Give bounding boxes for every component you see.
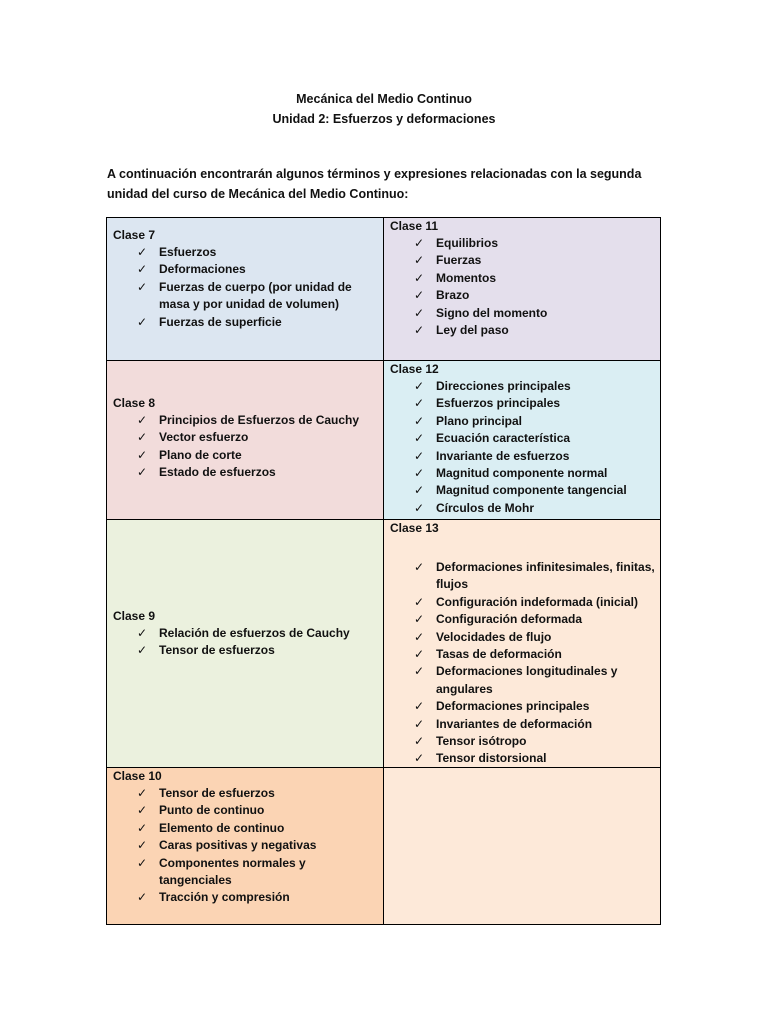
term-list (113, 244, 379, 331)
term-item: ✓ Tracción y compresión (113, 889, 379, 906)
term-item: ✓ Ley del paso (390, 322, 656, 339)
term-list (113, 625, 379, 660)
term-item: ✓ Deformaciones (113, 261, 379, 278)
cell-empty (384, 768, 660, 924)
document-subtitle: Unidad 2: Esfuerzos y deformaciones (272, 112, 496, 126)
document-title: Mecánica del Medio Continuo (296, 92, 472, 106)
term-list (390, 559, 656, 768)
term-item: ✓ Configuración indeformada (inicial) (390, 594, 656, 611)
cell-clase-9 (107, 520, 384, 768)
term-item: ✓ Fuerzas de superficie (113, 314, 379, 331)
term-item: ✓ Estado de esfuerzos (113, 464, 379, 481)
term-list (113, 412, 379, 482)
term-item: ✓ Magnitud componente tangencial (390, 482, 656, 499)
term-item: ✓ Brazo (390, 287, 656, 304)
term-item: ✓ Signo del momento (390, 305, 656, 322)
term-item: ✓ Plano principal (390, 413, 656, 430)
term-item: ✓ Tensor de esfuerzos (113, 785, 379, 802)
cell-title: Clase 10 (113, 769, 162, 783)
term-item: ✓ Punto de continuo (113, 802, 379, 819)
cell-title: Clase 12 (390, 362, 439, 376)
term-item: ✓ Componentes normales y tangenciales (113, 855, 379, 890)
term-item: ✓ Vector esfuerzo (113, 429, 379, 446)
cell-clase-10 (107, 768, 384, 924)
classes-table (106, 217, 661, 925)
term-item: ✓ Principios de Esfuerzos de Cauchy (113, 412, 379, 429)
cell-clase-7 (107, 218, 384, 361)
term-item: ✓ Tensor distorsional (390, 750, 656, 767)
term-list (113, 785, 379, 907)
cell-title: Clase 9 (113, 609, 156, 623)
term-item: ✓ Tasas de deformación (390, 646, 656, 663)
term-item: ✓ Momentos (390, 270, 656, 287)
cell-title: Clase 8 (113, 396, 156, 410)
term-item: ✓ Elemento de continuo (113, 820, 379, 837)
term-item: ✓ Deformaciones longitudinales y angulares (390, 663, 656, 698)
cell-title: Clase 13 (390, 521, 439, 535)
term-item: ✓ Plano de corte (113, 447, 379, 464)
term-item: ✓ Caras positivas y negativas (113, 837, 379, 854)
cell-clase-11 (384, 218, 660, 361)
term-item: ✓ Equilibrios (390, 235, 656, 252)
term-list (390, 378, 656, 517)
term-item: ✓ Esfuerzos principales (390, 395, 656, 412)
cell-clase-8 (107, 361, 384, 520)
term-item: ✓ Deformaciones infinitesimales, finitas, flujos (390, 559, 656, 594)
term-item: ✓ Invariante de esfuerzos (390, 448, 656, 465)
cell-title: Clase 7 (113, 228, 156, 242)
term-item: ✓ Fuerzas (390, 252, 656, 269)
term-item: ✓ Relación de esfuerzos de Cauchy (113, 625, 379, 642)
term-item: ✓ Invariantes de deformación (390, 716, 656, 733)
term-item: ✓ Esfuerzos (113, 244, 379, 261)
term-item: ✓ Deformaciones principales (390, 698, 656, 715)
intro-paragraph: A continuación encontrarán algunos términos y expresiones relacionadas con la segunda unidad del curso de Mecánica del Medio Continuo: (107, 167, 642, 201)
cell-clase-12 (384, 361, 660, 520)
term-item: ✓ Tensor de esfuerzos (113, 642, 379, 659)
cell-title: Clase 11 (390, 219, 439, 233)
term-item: ✓ Configuración deformada (390, 611, 656, 628)
term-item: ✓ Fuerzas de cuerpo (por unidad de masa y por unidad de volumen) (113, 279, 379, 314)
term-item: ✓ Círculos de Mohr (390, 500, 656, 517)
term-item: ✓ Ecuación característica (390, 430, 656, 447)
term-item: ✓ Tensor isótropo (390, 733, 656, 750)
term-list (390, 235, 656, 339)
term-item: ✓ Velocidades de flujo (390, 629, 656, 646)
term-item: ✓ Direcciones principales (390, 378, 656, 395)
cell-clase-13 (384, 520, 660, 768)
term-item: ✓ Magnitud componente normal (390, 465, 656, 482)
